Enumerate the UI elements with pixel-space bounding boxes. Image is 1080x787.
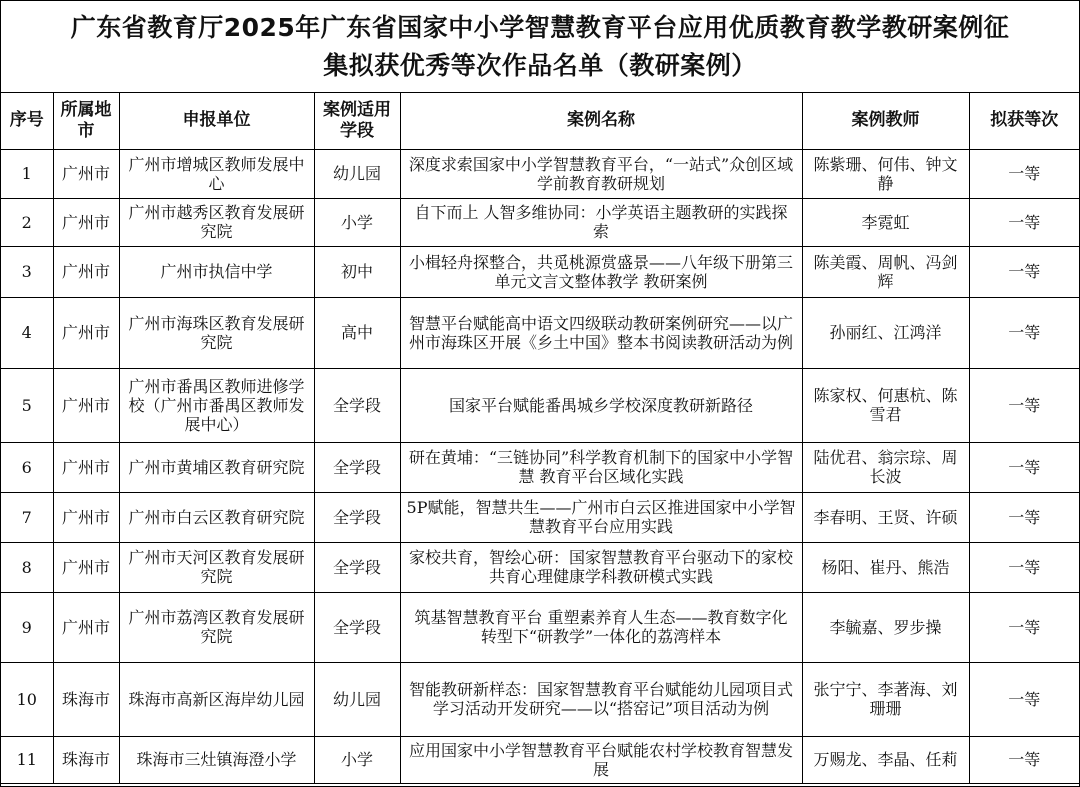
cell-no: 3 [1,246,53,297]
cell-unit: 广州市越秀区教育发展研究院 [119,198,314,246]
cell-teachers: 陈家权、何惠杭、陈雪君 [802,368,969,442]
cell-no: 4 [1,297,53,368]
cell-no: 1 [1,149,53,198]
cell-stage: 全学段 [314,592,400,662]
cell-stage: 高中 [314,297,400,368]
cell-unit: 珠海市高新区海岸幼儿园 [119,662,314,736]
cell-city: 广州市 [53,492,119,542]
cell-no: 6 [1,442,53,492]
cell-case-name: 应用国家中小学智慧教育平台赋能农村学校教育智慧发展 [400,736,802,783]
award-table [1,93,1079,784]
cell-city: 广州市 [53,542,119,592]
cell-teachers: 李毓嘉、罗步操 [802,592,969,662]
table-header-row [1,93,1079,149]
cell-teachers: 陈美霞、周帆、冯剑辉 [802,246,969,297]
title-line-2: 集拟获优秀等次作品名单（教研案例） [323,50,757,80]
cell-award: 一等 [969,297,1079,368]
cell-unit: 广州市荔湾区教育发展研究院 [119,592,314,662]
cell-case-name: 自下而上 人智多维协同：小学英语主题教研的实践探索 [400,198,802,246]
cell-city: 珠海市 [53,662,119,736]
cell-award: 一等 [969,662,1079,736]
cell-case-name: 国家平台赋能番禺城乡学校深度教研新路径 [400,368,802,442]
header-city: 所属地市 [53,93,119,149]
document-title [1,1,1079,93]
cell-award: 一等 [969,246,1079,297]
header-teachers: 案例教师 [802,93,969,149]
table-row [1,198,1079,246]
cell-unit: 广州市增城区教师发展中心 [119,149,314,198]
table-row [1,442,1079,492]
table-row [1,492,1079,542]
cell-unit: 广州市天河区教育发展研究院 [119,542,314,592]
cell-teachers: 陆优君、翁宗琮、周长波 [802,442,969,492]
table-row [1,297,1079,368]
cell-case-name: 5P赋能，智慧共生——广州市白云区推进国家中小学智慧教育平台应用实践 [400,492,802,542]
cell-award: 一等 [969,592,1079,662]
table-row [1,736,1079,783]
cell-city: 广州市 [53,149,119,198]
table-row [1,592,1079,662]
cell-award: 一等 [969,542,1079,592]
header-no: 序号 [1,93,53,149]
cell-city: 广州市 [53,297,119,368]
cell-unit: 广州市执信中学 [119,246,314,297]
cell-case-name: 研在黄埔：“三链协同”科学教育机制下的国家中小学智慧 教育平台区域化实践 [400,442,802,492]
table-row [1,368,1079,442]
cell-award: 一等 [969,368,1079,442]
cell-stage: 全学段 [314,492,400,542]
cell-teachers: 万赐龙、李晶、任莉 [802,736,969,783]
cell-award: 一等 [969,736,1079,783]
header-unit: 申报单位 [119,93,314,149]
cell-city: 广州市 [53,442,119,492]
cell-award: 一等 [969,198,1079,246]
cell-teachers: 张宁宁、李著海、刘珊珊 [802,662,969,736]
cell-city: 广州市 [53,198,119,246]
cell-no: 9 [1,592,53,662]
cell-stage: 全学段 [314,442,400,492]
cell-case-name: 智慧平台赋能高中语文四级联动教研案例研究——以广州市海珠区开展《乡土中国》整本书阅读教研活动为例 [400,297,802,368]
cell-unit: 广州市番禺区教师进修学校（广州市番禺区教师发展中心） [119,368,314,442]
cell-no: 11 [1,736,53,783]
cell-teachers: 李春明、王贤、许硕 [802,492,969,542]
table-row [1,246,1079,297]
cell-city: 广州市 [53,592,119,662]
cell-city: 广州市 [53,246,119,297]
table-row [1,149,1079,198]
cell-award: 一等 [969,442,1079,492]
table-row [1,662,1079,736]
cell-award: 一等 [969,492,1079,542]
header-stage: 案例适用学段 [314,93,400,149]
cell-teachers: 孙丽红、江鸿洋 [802,297,969,368]
cell-stage: 小学 [314,736,400,783]
cell-teachers: 陈紫珊、何伟、钟文静 [802,149,969,198]
cell-stage: 幼儿园 [314,662,400,736]
cell-no: 8 [1,542,53,592]
cell-no: 7 [1,492,53,542]
cell-stage: 幼儿园 [314,149,400,198]
cell-stage: 全学段 [314,368,400,442]
cell-teachers: 李霓虹 [802,198,969,246]
cell-unit: 广州市海珠区教育发展研究院 [119,297,314,368]
cell-unit: 珠海市三灶镇海澄小学 [119,736,314,783]
title-line-1: 广东省教育厅2025年广东省国家中小学智慧教育平台应用优质教育教学教研案例征 [70,12,1010,42]
header-case-name: 案例名称 [400,93,802,149]
cell-stage: 全学段 [314,542,400,592]
cell-unit: 广州市黄埔区教育研究院 [119,442,314,492]
cell-no: 2 [1,198,53,246]
cell-case-name: 小楫轻舟探整合，共觅桃源赏盛景——八年级下册第三单元文言文整体教学 教研案例 [400,246,802,297]
cell-stage: 小学 [314,198,400,246]
cell-no: 10 [1,662,53,736]
cell-stage: 初中 [314,246,400,297]
cell-case-name: 家校共育，智绘心研：国家智慧教育平台驱动下的家校共育心理健康学科教研模式实践 [400,542,802,592]
cell-case-name: 深度求索国家中小学智慧教育平台，“一站式”众创区域学前教育教研规划 [400,149,802,198]
cell-unit: 广州市白云区教育研究院 [119,492,314,542]
cell-city: 广州市 [53,368,119,442]
table-row [1,542,1079,592]
cell-case-name: 智能教研新样态：国家智慧教育平台赋能幼儿园项目式学习活动开发研究——以“搭窑记”项目活动为例 [400,662,802,736]
cell-award: 一等 [969,149,1079,198]
cell-teachers: 杨阳、崔丹、熊浩 [802,542,969,592]
cell-case-name: 筑基智慧教育平台 重塑素养育人生态——教育数字化转型下“研教学”一体化的荔湾样本 [400,592,802,662]
cell-no: 5 [1,368,53,442]
cell-city: 珠海市 [53,736,119,783]
header-award: 拟获等次 [969,93,1079,149]
